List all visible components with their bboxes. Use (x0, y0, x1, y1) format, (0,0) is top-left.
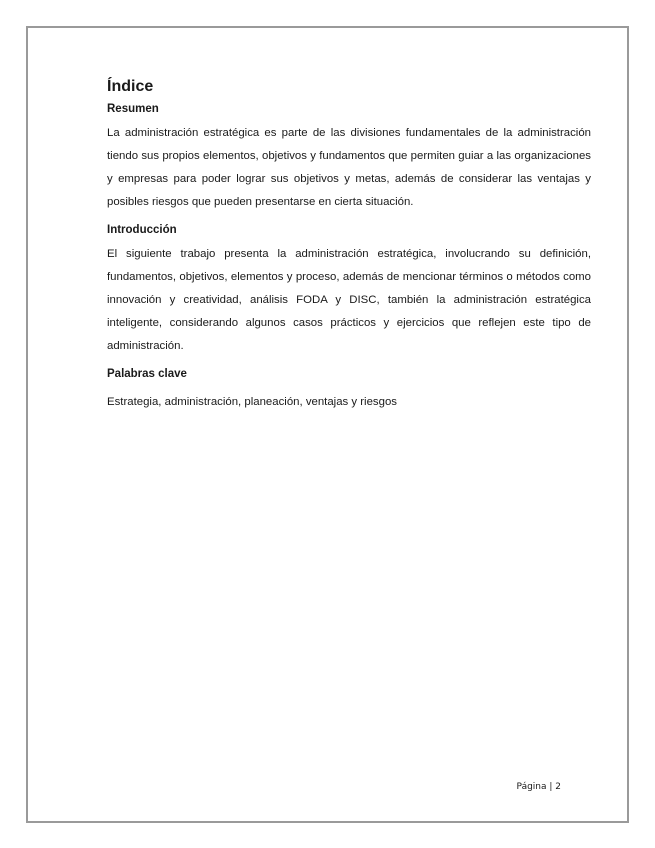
section-body-palabras-clave: Estrategia, administración, planeación, ventajas y riesgos (107, 396, 397, 408)
section-heading-palabras-clave: Palabras clave (107, 368, 187, 380)
section-body-introduccion: El siguiente trabajo presenta la administración estratégica, involucrando su definición, fundamentos, objetivos, elementos y proceso, además de mencionar términos o métodos como innovación y creatividad, análisis FODA y DISC, también la administración estratégica inteligente, considerando algunos casos prácticos y ejercicios que reflejen este tipo de administración. (107, 248, 591, 352)
document-page (26, 26, 629, 823)
section-body-resumen: La administración estratégica es parte de las divisiones fundamentales de la administración tiendo sus propios elementos, objetivos y fundamentos que permiten guiar a las organizaciones y empresas para poder lograr sus objetivos y metas, además de considerar las ventajas y posibles riesgos que pueden presentarse en cierta situación. (107, 127, 591, 208)
section-heading-resumen: Resumen (107, 103, 159, 115)
page-number-footer: Página | 2 (516, 782, 561, 792)
page-title: Índice (107, 78, 154, 95)
section-heading-introduccion: Introducción (107, 224, 177, 236)
page-content (107, 77, 591, 414)
